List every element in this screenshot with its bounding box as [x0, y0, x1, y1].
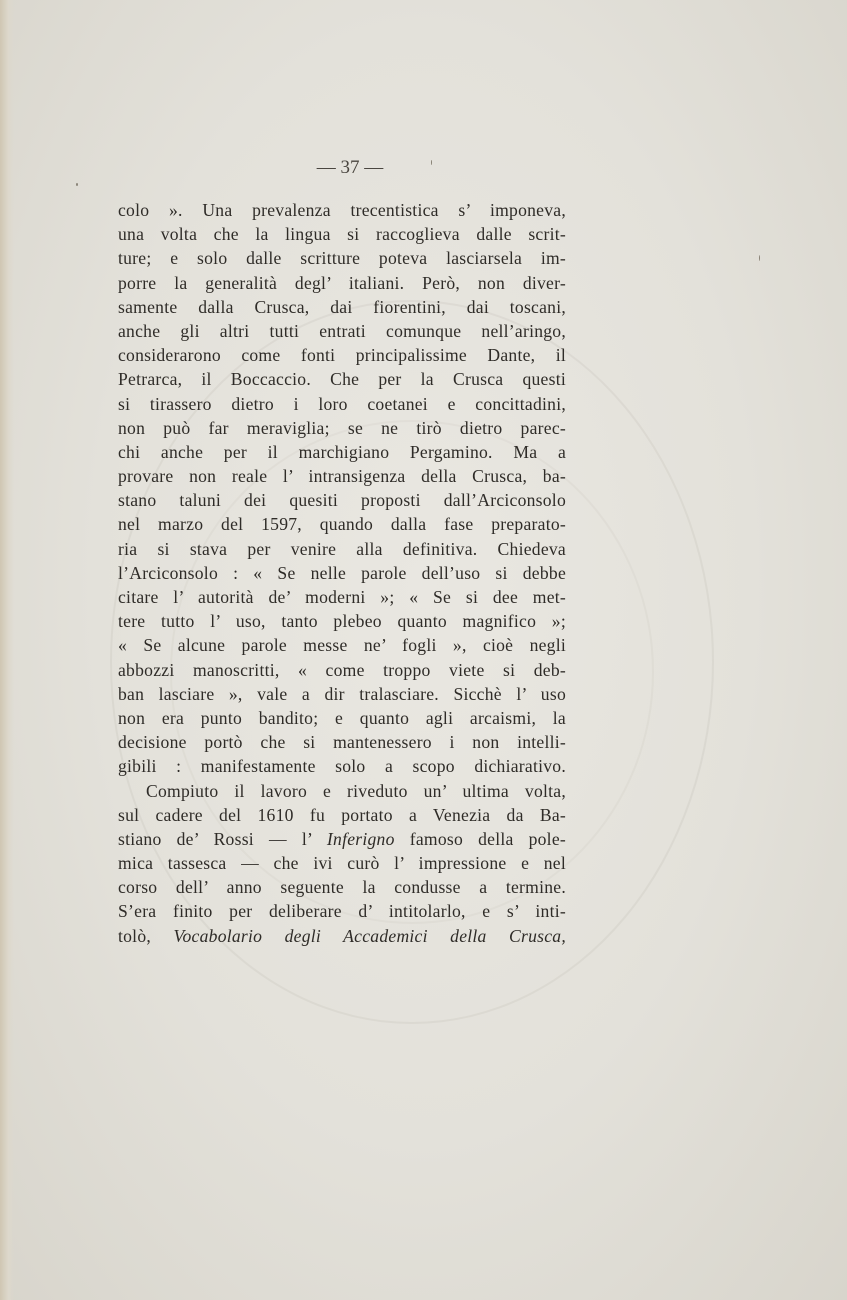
page-number: — 37 —: [316, 157, 384, 178]
text-line: decisione portò che si mantenessero i non intelli-: [118, 732, 566, 753]
text-line: ture; e solo dalle scritture poteva lasciarsela im-: [118, 248, 566, 269]
page-edge-shadow: [0, 0, 14, 1300]
italic-title-inferigno: Inferigno: [326, 828, 395, 849]
text-line: chi anche per il marchigiano Pergamino. Ma a: [118, 441, 566, 462]
text-segment: tolò,: [118, 925, 174, 946]
text-line: ban lasciare », vale a dir tralasciare. Sicchè l’ uso: [118, 683, 566, 704]
text-line: provare non reale l’ intransigenza della Crusca, ba-: [118, 466, 566, 487]
text-line: corso dell’ anno seguente la condusse a termine.: [118, 877, 566, 898]
text-line: non può far meraviglia; se ne tirò dietro parec-: [118, 417, 566, 438]
text-line: [118, 827, 566, 851]
body-text: [118, 198, 566, 948]
paper-speck: [759, 255, 760, 261]
text-line: citare l’ autorità de’ moderni »; « Se si dee met-: [118, 587, 566, 607]
paper-speck: [76, 183, 78, 186]
text-line: samente dalla Crusca, dai fiorentini, dai toscani,: [118, 296, 566, 317]
text-line: l’Arciconsolo : « Se nelle parole dell’uso si debbe: [118, 562, 566, 583]
text-line: sul cadere del 1610 fu portato a Venezia da Ba-: [118, 804, 566, 825]
text-line: considerarono come fonti principalissime Dante, il: [118, 345, 566, 366]
text-line: anche gli altri tutti entrati comunque nell’aringo,: [118, 320, 566, 341]
text-line: porre la generalità degl’ italiani. Però, non diver-: [118, 272, 566, 293]
text-line: nel marzo del 1597, quando dalla fase preparato-: [118, 514, 566, 535]
text-line: [118, 924, 566, 948]
text-line: gibili : manifestamente solo a scopo dichiarativo.: [118, 756, 566, 777]
text-segment: stiano de’ Rossi — l’: [118, 828, 327, 849]
text-line: Compiuto il lavoro e riveduto un’ ultima volta,: [146, 780, 566, 801]
text-line: una volta che la lingua si raccoglieva dalle scrit-: [118, 224, 566, 245]
text-line: stano taluni dei quesiti proposti dall’Arciconsolo: [118, 490, 566, 511]
text-line: S’era finito per deliberare d’ intitolarlo, e s’ inti-: [118, 901, 566, 922]
text-line: tere tutto l’ uso, tanto plebeo quanto magnifico »;: [118, 611, 566, 632]
text-line: « Se alcune parole messe ne’ fogli », cioè negli: [118, 635, 566, 656]
italic-title-vocabolario: Vocabolario degli Accademici della Crusca,: [173, 925, 566, 946]
text-line: mica tassesca — che ivi curò l’ impressione e nel: [118, 853, 566, 874]
text-line: colo ». Una prevalenza trecentistica s’ imponeva,: [118, 200, 566, 220]
text-segment: famoso della pole-: [394, 828, 566, 849]
text-line: si tirassero dietro i loro coetanei e concittadini,: [118, 393, 566, 414]
text-line: Petrarca, il Boccaccio. Che per la Crusca questi: [118, 369, 566, 390]
text-line: non era punto bandito; e quanto agli arcaismi, la: [118, 707, 566, 728]
text-line: ria si stava per venire alla definitiva. Chiedeva: [118, 538, 566, 559]
text-line: abbozzi manoscritti, « come troppo viete si deb-: [118, 659, 566, 680]
